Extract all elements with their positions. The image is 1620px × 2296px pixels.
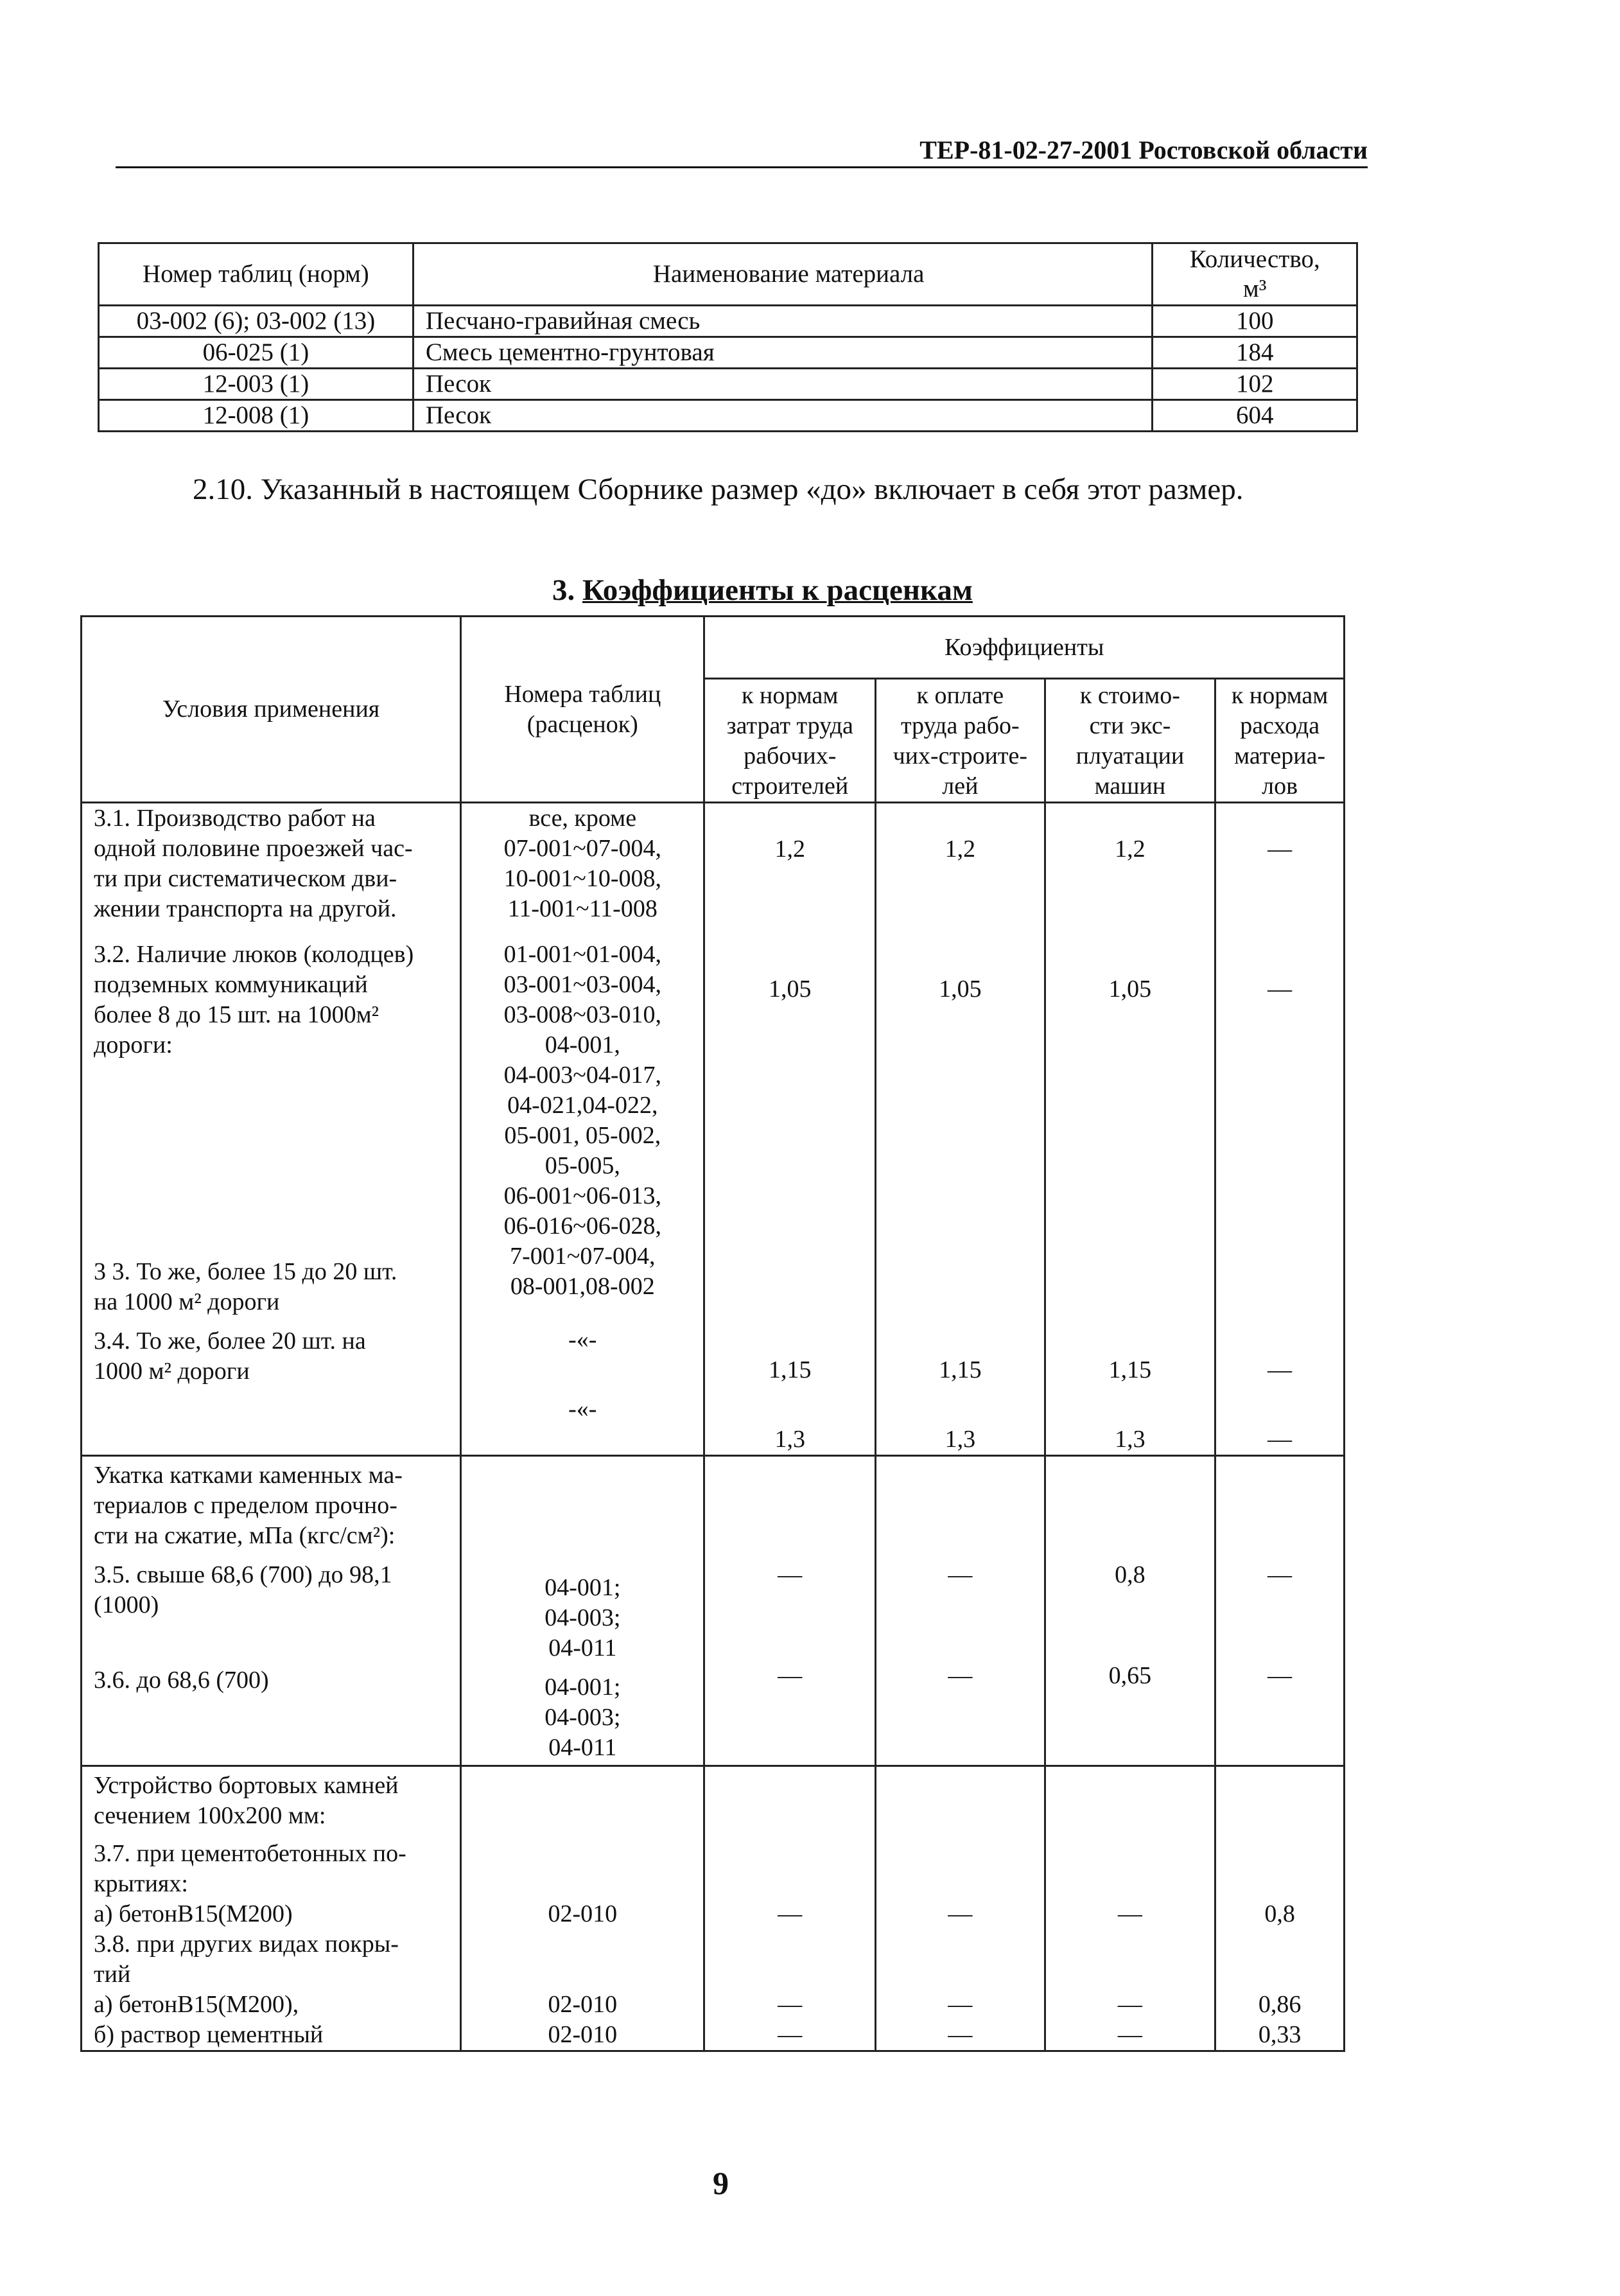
header-rule — [116, 166, 1368, 168]
table-row — [99, 306, 1357, 337]
section-number: 3. — [552, 574, 575, 607]
table-row — [99, 337, 1357, 369]
group-3-k-wages — [876, 1766, 1045, 2051]
group-3-k-materials — [1215, 1766, 1345, 2051]
subheader-line: к оплате — [916, 682, 1004, 709]
subheader-line: плуатации — [1076, 742, 1185, 769]
condition-line: жении транспорта на другой. — [94, 895, 397, 922]
tables-3-1 — [462, 803, 703, 924]
table-number-line: 04-011 — [548, 1734, 617, 1761]
table-number-line: 03-001~03-004, — [503, 971, 661, 998]
condition-3-1 — [94, 803, 460, 924]
condition-line: 3.6. до 68,6 (700) — [94, 1667, 269, 1694]
condition-3-3 — [94, 1257, 460, 1317]
condition-line: а) бетонВ15(М200), — [94, 1991, 299, 2018]
section-title-text: Коэффициенты к расценкам — [582, 574, 973, 607]
coefficient-group-2 — [82, 1456, 1345, 1766]
table-row — [99, 400, 1357, 432]
table-number-line: 03-008~03-010, — [503, 1001, 661, 1028]
condition-line: 3 3. То же, более 15 до 20 шт. — [94, 1258, 397, 1285]
subheader-labor — [704, 679, 876, 803]
paragraph-2-10: 2.10. Указанный в настоящем Сборнике размер «до» включает в себя этот размер. — [193, 473, 1244, 506]
coefficient-value: 0,65 — [1108, 1662, 1152, 1689]
table-number-line: 07-001~07-004, — [503, 835, 661, 862]
condition-line: а) бетонВ15(М200) — [94, 1900, 293, 1927]
coefficient-value: — — [778, 1662, 803, 1689]
coefficient-value: — — [1267, 976, 1293, 1003]
table-number-line: 08-001,08-002 — [510, 1273, 655, 1300]
table-number-line: 02-010 — [548, 2021, 618, 2048]
condition-line: на 1000 м² дороги — [94, 1288, 280, 1315]
table-number-line: 04-001; — [544, 1574, 621, 1601]
header-conditions: Условия применения — [82, 617, 461, 803]
page-number: 9 — [713, 2165, 729, 2201]
material-quantity: 184 — [1153, 337, 1357, 369]
group-1-k-labor — [704, 803, 876, 1456]
condition-line: 3.4. То же, более 20 шт. на — [94, 1328, 366, 1354]
group-1-tables — [461, 803, 704, 1456]
coefficient-value: 1,3 — [774, 1426, 805, 1453]
material-name: Песок — [413, 369, 1153, 400]
subheader-line: строителей — [731, 773, 849, 800]
condition-line: одной половине проезжей час- — [94, 835, 413, 862]
condition-line: 3.1. Производство работ на — [94, 805, 376, 832]
condition-line: Устройство бортовых камней — [94, 1772, 399, 1799]
tables-3-2 — [462, 940, 703, 1302]
condition-line: сти на сжатие, мПа (кгс/см²): — [94, 1522, 396, 1549]
coefficient-value: — — [1267, 836, 1293, 863]
coefficient-value: — — [948, 2021, 973, 2048]
coefficient-value: — — [778, 1900, 803, 1927]
coefficient-value: 0,86 — [1258, 1991, 1302, 2018]
subheader-line: лов — [1262, 773, 1298, 800]
table-number-line: 04-003~04-017, — [503, 1062, 661, 1089]
group-1-conditions — [82, 803, 461, 1456]
table-number-line: 04-001; — [544, 1674, 621, 1701]
subheader-line: затрат труда — [726, 712, 853, 739]
coefficient-value: 1,15 — [768, 1356, 812, 1383]
subheader-line: чих-строите- — [893, 742, 1028, 769]
tables-3-4: -«- — [568, 1396, 597, 1423]
condition-line: 3.7. при цементобетонных по- — [94, 1840, 406, 1867]
coefficient-value: — — [1267, 1662, 1293, 1689]
coefficient-value: 0,8 — [1115, 1561, 1145, 1588]
group-2-k-labor — [704, 1456, 876, 1766]
coefficient-value: 1,2 — [1115, 836, 1145, 863]
table-number-line: 05-001, 05-002, — [504, 1122, 661, 1149]
condition-line: Укатка катками каменных ма- — [94, 1462, 403, 1489]
table-number-line: 02-010 — [548, 1900, 618, 1927]
coefficient-value: 1,05 — [768, 976, 812, 1003]
coefficient-value: 1,05 — [939, 976, 982, 1003]
subheader-line: к нормам — [742, 682, 839, 709]
condition-line: ти при систематическом дви- — [94, 865, 397, 892]
coefficient-value: 1,05 — [1108, 976, 1152, 1003]
subheader-line: машин — [1094, 773, 1166, 800]
coefficient-value: — — [948, 1900, 973, 1927]
header-table-numbers-line: (расценок) — [527, 710, 638, 738]
subheader-line: сти экс- — [1089, 712, 1171, 739]
coefficient-value: 1,3 — [1115, 1426, 1145, 1453]
subheader-wages — [876, 679, 1045, 803]
group-1-k-machines — [1045, 803, 1215, 1456]
condition-line: 3.5. свыше 68,6 (700) до 98,1 — [94, 1561, 392, 1588]
table-number-line: 04-003; — [544, 1704, 621, 1731]
coefficient-value: — — [1267, 1561, 1293, 1588]
materials-header-quantity — [1153, 243, 1357, 306]
condition-line: 3.8. при других видах покры- — [94, 1931, 399, 1958]
material-quantity: 604 — [1153, 400, 1357, 432]
condition-line: подземных коммуникаций — [94, 971, 368, 998]
material-table-number: 06-025 (1) — [99, 337, 414, 369]
materials-header-quantity-label: Количество, — [1189, 245, 1320, 273]
coefficient-value: — — [1267, 1356, 1293, 1383]
coefficient-value: — — [778, 1561, 803, 1588]
table-number-line: 04-021,04-022, — [507, 1092, 658, 1119]
table-number-line: 06-016~06-028, — [503, 1213, 661, 1240]
section-title — [552, 573, 973, 608]
condition-3-4 — [94, 1326, 460, 1387]
subheader-line: материа- — [1234, 742, 1326, 769]
condition-line: териалов с пределом прочно- — [94, 1492, 397, 1519]
subheader-line: расхода — [1240, 712, 1320, 739]
group-3-k-labor — [704, 1766, 876, 2051]
table-row — [99, 369, 1357, 400]
coefficient-value: 1,2 — [945, 836, 976, 863]
group-1-k-wages — [876, 803, 1045, 1456]
condition-line: сечением 100х200 мм: — [94, 1802, 326, 1829]
coefficient-value: — — [778, 2021, 803, 2048]
coefficient-value: 0,33 — [1258, 2021, 1302, 2048]
table-number-line: 04-011 — [548, 1634, 617, 1661]
material-name: Смесь цементно-грунтовая — [413, 337, 1153, 369]
coefficient-value: — — [948, 1662, 973, 1689]
materials-header-quantity-unit: м³ — [1243, 275, 1267, 302]
condition-line: (1000) — [94, 1591, 159, 1618]
header-coefficients: Коэффициенты — [704, 617, 1345, 679]
coefficient-value: — — [948, 1991, 973, 2018]
coefficient-value: 1,2 — [774, 836, 805, 863]
table-number-line: все, кроме — [528, 805, 637, 832]
coefficient-value: 1,15 — [1108, 1356, 1152, 1383]
table-number-line: 06-001~06-013, — [503, 1182, 661, 1209]
table-number-line: 11-001~11-008 — [507, 895, 658, 922]
coefficient-value: — — [1117, 1900, 1142, 1927]
table-number-line: 01-001~01-004, — [503, 941, 661, 968]
coefficients-table — [80, 615, 1345, 2052]
coefficient-value: — — [948, 1561, 973, 1588]
material-quantity: 102 — [1153, 369, 1357, 400]
table-number-line: 10-001~10-008, — [503, 865, 661, 892]
condition-3-2 — [94, 940, 460, 1060]
header-table-numbers — [461, 617, 704, 803]
condition-line: б) раствор цементный — [94, 2021, 324, 2048]
material-quantity: 100 — [1153, 306, 1357, 337]
materials-table — [98, 242, 1358, 432]
coefficient-value: — — [778, 1991, 803, 2018]
coefficient-group-3 — [82, 1766, 1345, 2051]
group-1-k-materials — [1215, 803, 1345, 1456]
subheader-line: к нормам — [1231, 682, 1328, 709]
coefficient-value: — — [1267, 1426, 1293, 1453]
condition-line: более 8 до 15 шт. на 1000м² — [94, 1001, 379, 1028]
table-number-line: 04-003; — [544, 1604, 621, 1631]
group-2-k-machines — [1045, 1456, 1215, 1766]
group-2-conditions — [82, 1456, 461, 1766]
table-number-line: 05-005, — [544, 1152, 620, 1179]
coefficient-value: — — [1117, 1991, 1142, 2018]
table-number-line: 04-001, — [544, 1031, 620, 1058]
table-number-line: 02-010 — [548, 1991, 618, 2018]
subheader-line: лей — [942, 773, 979, 800]
tables-3-3: -«- — [568, 1326, 597, 1353]
group-2-tables — [461, 1456, 704, 1766]
condition-line: крытиях: — [94, 1870, 188, 1897]
subheader-materials — [1215, 679, 1345, 803]
coefficient-value: 1,15 — [939, 1356, 982, 1383]
materials-header-number: Номер таблиц (норм) — [99, 243, 414, 306]
condition-line: дороги: — [94, 1031, 173, 1058]
group-3-k-machines — [1045, 1766, 1215, 2051]
header-table-numbers-line: Номера таблиц — [504, 680, 661, 708]
material-table-number: 03-002 (6); 03-002 (13) — [99, 306, 414, 337]
coefficient-value: 1,3 — [945, 1426, 976, 1453]
subheader-machines — [1045, 679, 1215, 803]
subheader-line: труда рабо- — [900, 712, 1020, 739]
table-number-line: 7-001~07-004, — [510, 1243, 656, 1270]
coefficient-value: 0,8 — [1264, 1900, 1295, 1927]
condition-line: 3.2. Наличие люков (колодцев) — [94, 941, 414, 968]
material-table-number: 12-003 (1) — [99, 369, 414, 400]
subheader-line: рабочих- — [744, 742, 837, 769]
material-table-number: 12-008 (1) — [99, 400, 414, 432]
material-name: Песок — [413, 400, 1153, 432]
material-name: Песчано-гравийная смесь — [413, 306, 1153, 337]
condition-line: тий — [94, 1961, 131, 1988]
group-2-k-materials — [1215, 1456, 1345, 1766]
coefficient-group-1 — [82, 803, 1345, 1456]
group-3-conditions — [82, 1766, 461, 2051]
subheader-line: к стоимо- — [1079, 682, 1180, 709]
condition-line: 1000 м² дороги — [94, 1358, 250, 1385]
document-header: ТЕР-81-02-27-2001 Ростовской области — [919, 136, 1368, 164]
group-3-tables — [461, 1766, 704, 2051]
group-2-k-wages — [876, 1456, 1045, 1766]
coefficient-value: — — [1117, 2021, 1142, 2048]
materials-header-name: Наименование материала — [413, 243, 1153, 306]
